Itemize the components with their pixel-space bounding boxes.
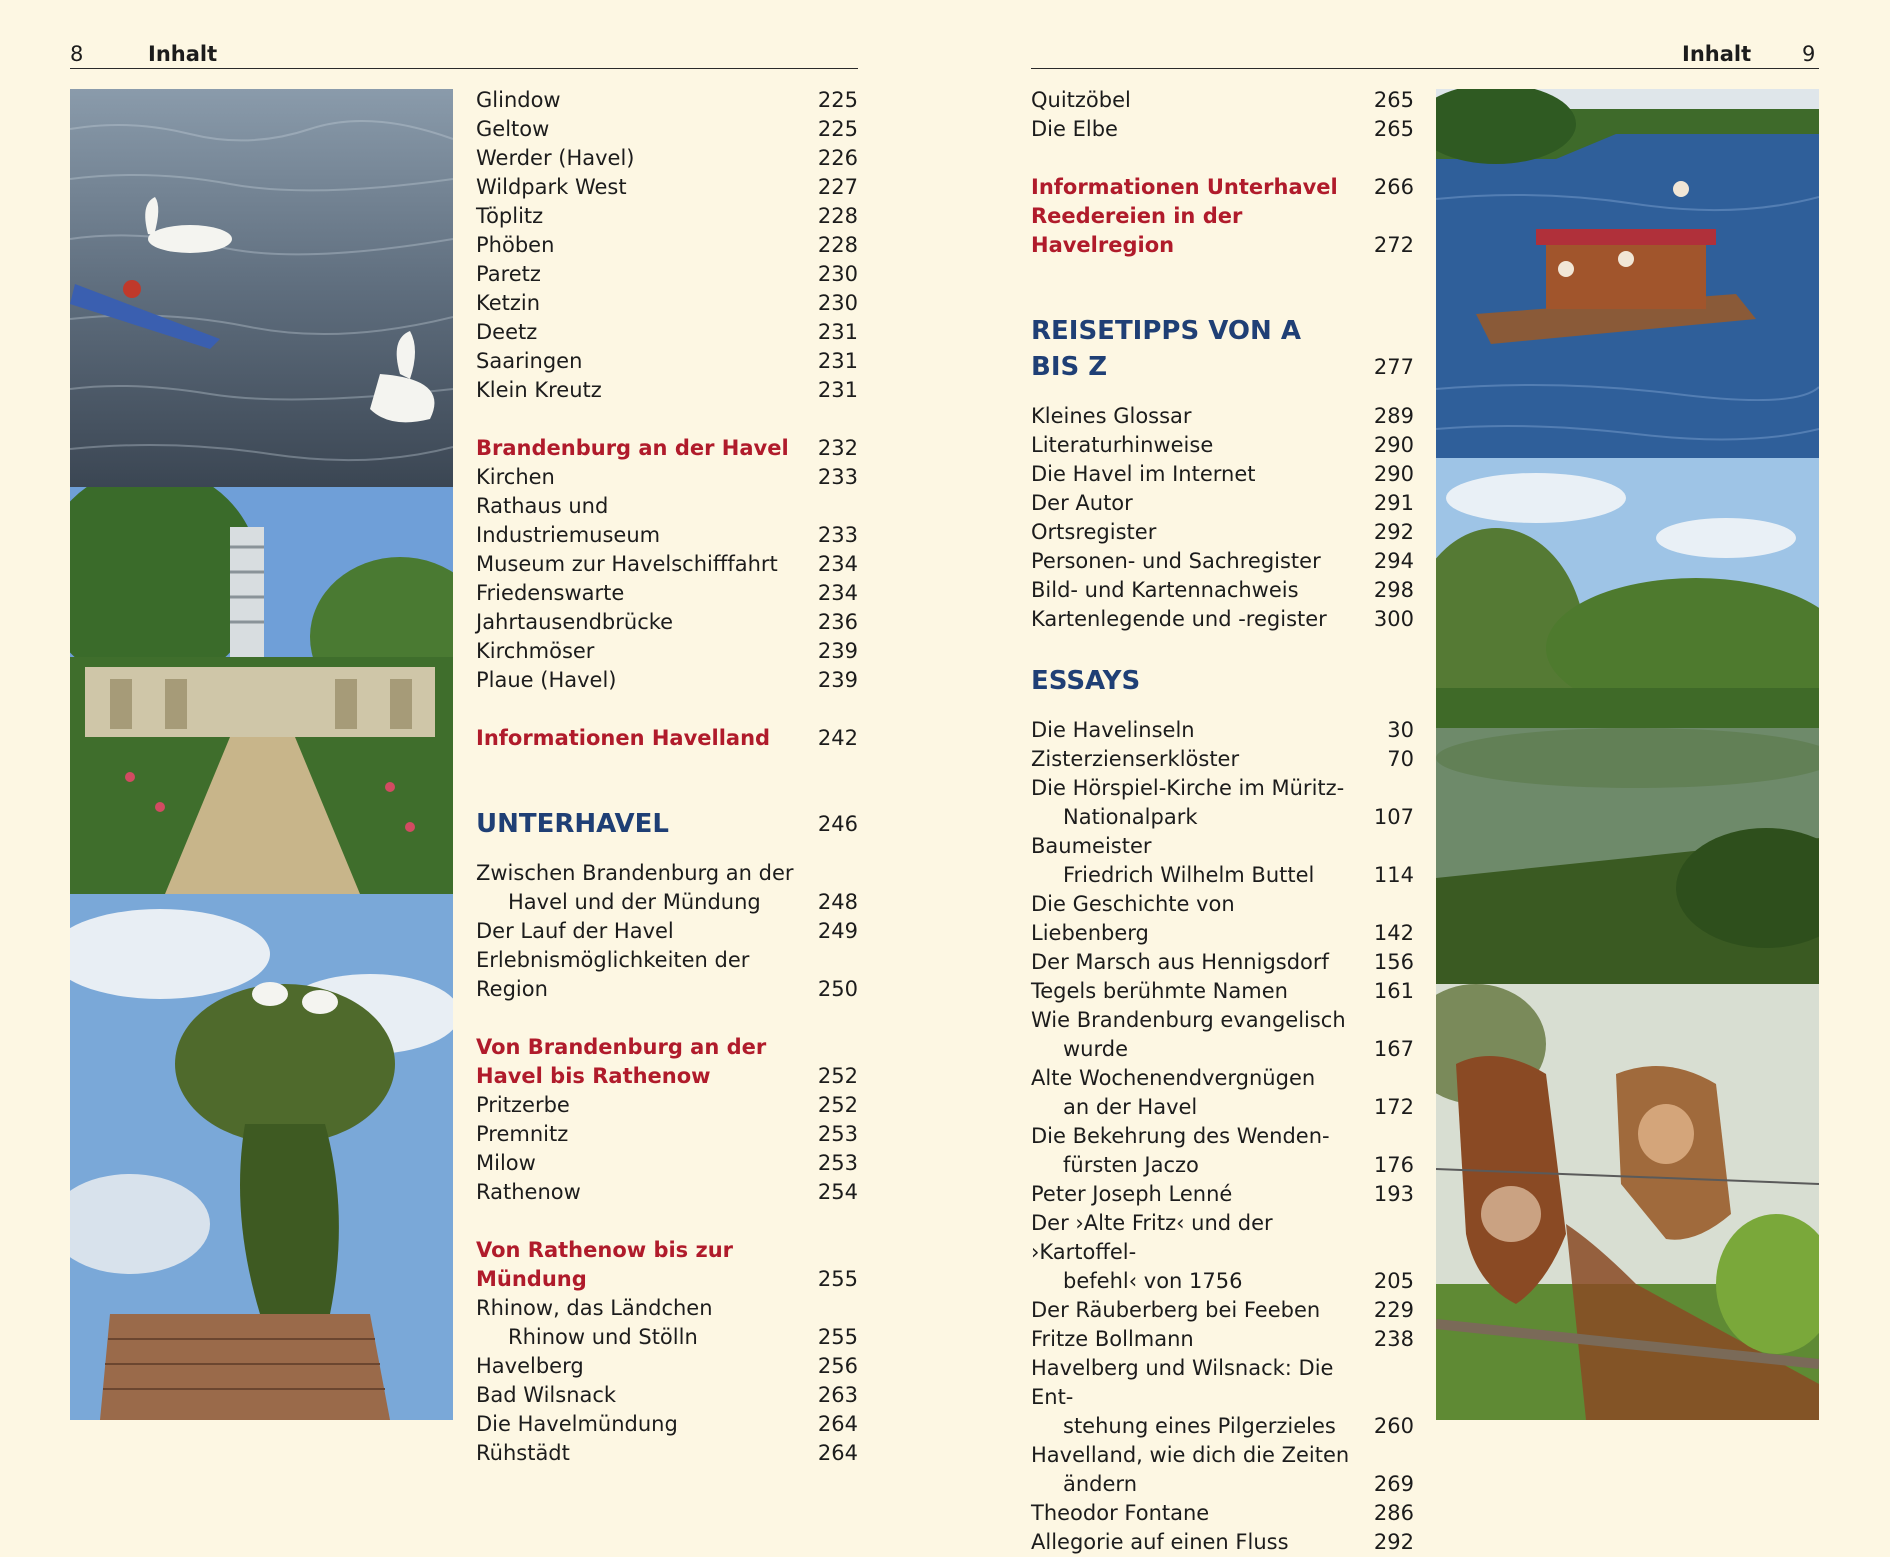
toc-entry[interactable]: Kartenlegende und -register 300	[1031, 607, 1414, 631]
toc-entry[interactable]: Havelberg 256	[476, 1354, 858, 1378]
right-page-number: 9	[1802, 42, 1816, 66]
toc-entry[interactable]: Bild- und Kartennachweis 298	[1031, 578, 1414, 602]
toc-entry[interactable]: Rühstädt 264	[476, 1441, 858, 1465]
toc-entry[interactable]: Geltow 225	[476, 117, 858, 141]
toc-entry[interactable]: Die Havelmündung 264	[476, 1412, 858, 1436]
left-page-number: 8	[70, 42, 84, 66]
toc-entry[interactable]: Pritzerbe 252	[476, 1093, 858, 1117]
toc-entry[interactable]: Kirchen 233	[476, 465, 858, 489]
toc-entry[interactable]: Rathenow 254	[476, 1180, 858, 1204]
toc-entry[interactable]: Wildpark West 227	[476, 175, 858, 199]
toc-section-entry[interactable]: Von Brandenburg an der Havel bis Rathenow 252	[476, 1035, 858, 1088]
toc-entry[interactable]: Havelberg und Wilsnack: Die Ent- stehung eines Pilgerzieles 260	[1031, 1356, 1414, 1438]
toc-entry[interactable]: Der Räuberberg bei Feeben 229	[1031, 1298, 1414, 1322]
toc-section-entry[interactable]: Informationen Havelland 242	[476, 726, 858, 750]
toc-entry[interactable]: Deetz 231	[476, 320, 858, 344]
toc-section-entry[interactable]: Brandenburg an der Havel 232	[476, 436, 858, 460]
toc-entry[interactable]: Literaturhinweise 290	[1031, 433, 1414, 457]
left-header-rule	[70, 68, 858, 69]
toc-chapter-heading[interactable]: ESSAYS	[1031, 666, 1141, 696]
toc-entry[interactable]: Die Hörspiel-Kirche im Müritz- Nationalpark 107	[1031, 776, 1414, 829]
toc-entry[interactable]: Saaringen 231	[476, 349, 858, 373]
toc-left	[476, 86, 858, 1468]
toc-entry[interactable]: Milow 253	[476, 1151, 858, 1175]
toc-entry[interactable]: Alte Wochenendvergnügen an der Havel 172	[1031, 1066, 1414, 1119]
toc-entry[interactable]: Ortsregister 292	[1031, 520, 1414, 544]
toc-entry[interactable]: Rathaus und Industriemuseum 233	[476, 494, 858, 547]
toc-section-entry[interactable]: Informationen Unterhavel 266	[1031, 175, 1414, 199]
photo-raft-boat	[1436, 89, 1819, 458]
toc-entry[interactable]: Zisterzienserklöster 70	[1031, 747, 1414, 771]
toc-entry[interactable]: Plaue (Havel) 239	[476, 668, 858, 692]
toc-entry[interactable]: Kleines Glossar 289	[1031, 404, 1414, 428]
photo-stork-nest	[70, 894, 453, 1420]
toc-entry[interactable]: Die Bekehrung des Wenden- fürsten Jaczo 176	[1031, 1124, 1414, 1177]
photo-two-cattle	[1436, 984, 1819, 1420]
toc-right	[1031, 86, 1414, 1557]
toc-entry[interactable]: Rhinow, das Ländchen Rhinow und Stölln 255	[476, 1296, 858, 1349]
toc-entry[interactable]: Allegorie auf einen Fluss 292	[1031, 1530, 1414, 1554]
right-running-title: Inhalt	[1682, 42, 1752, 66]
toc-entry[interactable]: Museum zur Havelschifffahrt 234	[476, 552, 858, 576]
toc-entry[interactable]: Werder (Havel) 226	[476, 146, 858, 170]
toc-entry[interactable]: Ketzin 230	[476, 291, 858, 315]
toc-entry[interactable]: Premnitz 253	[476, 1122, 858, 1146]
toc-entry[interactable]: Kirchmöser 239	[476, 639, 858, 663]
toc-entry[interactable]: Havelland, wie dich die Zeiten ändern 269	[1031, 1443, 1414, 1496]
toc-entry[interactable]: Wie Brandenburg evangelisch wurde 167	[1031, 1008, 1414, 1061]
toc-chapter-heading[interactable]: UNTERHAVEL 246	[476, 809, 858, 839]
toc-entry[interactable]: Bad Wilsnack 263	[476, 1383, 858, 1407]
toc-entry[interactable]: Zwischen Brandenburg an der Havel und der Mündung 248	[476, 861, 858, 914]
toc-section-entry[interactable]: Reedereien in der Havelregion 272	[1031, 204, 1414, 257]
photo-river-landscape	[1436, 458, 1819, 984]
toc-entry[interactable]: Paretz 230	[476, 262, 858, 286]
toc-section-entry[interactable]: Von Rathenow bis zur Mündung 255	[476, 1238, 858, 1291]
toc-entry[interactable]: Baumeister Friedrich Wilhelm Buttel 114	[1031, 834, 1414, 887]
toc-entry[interactable]: Phöben 228	[476, 233, 858, 257]
right-header-rule	[1031, 68, 1819, 69]
toc-entry[interactable]: Klein Kreutz 231	[476, 378, 858, 402]
toc-entry[interactable]: Tegels berühmte Namen 161	[1031, 979, 1414, 1003]
toc-entry[interactable]: Glindow 225	[476, 88, 858, 112]
toc-entry[interactable]: Der Marsch aus Hennigsdorf 156	[1031, 950, 1414, 974]
left-running-title: Inhalt	[148, 42, 218, 66]
toc-entry[interactable]: Der ›Alte Fritz‹ und der ›Kartoffel- befehl‹ von 1756 205	[1031, 1211, 1414, 1293]
photo-swans-kayak	[70, 89, 453, 487]
toc-entry[interactable]: Quitzöbel 265	[1031, 88, 1414, 112]
toc-entry[interactable]: Die Havel im Internet 290	[1031, 462, 1414, 486]
toc-entry[interactable]: Fritze Bollmann 238	[1031, 1327, 1414, 1351]
toc-entry[interactable]: Töplitz 228	[476, 204, 858, 228]
toc-entry[interactable]: Theodor Fontane 286	[1031, 1501, 1414, 1525]
toc-entry[interactable]: Die Havelinseln 30	[1031, 718, 1414, 742]
toc-entry[interactable]: Friedenswarte 234	[476, 581, 858, 605]
toc-entry[interactable]: Personen- und Sachregister 294	[1031, 549, 1414, 573]
toc-chapter-heading[interactable]: REISETIPPS VON A BIS Z 277	[1031, 316, 1414, 382]
photo-friedenswarte-garden	[70, 487, 453, 894]
toc-entry[interactable]: Die Elbe 265	[1031, 117, 1414, 141]
toc-entry[interactable]: Peter Joseph Lenné 193	[1031, 1182, 1414, 1206]
toc-entry[interactable]: Der Lauf der Havel 249	[476, 919, 858, 943]
toc-entry[interactable]: Die Geschichte von Liebenberg 142	[1031, 892, 1414, 945]
toc-entry[interactable]: Jahrtausendbrücke 236	[476, 610, 858, 634]
toc-entry[interactable]: Der Autor 291	[1031, 491, 1414, 515]
toc-entry[interactable]: Erlebnismöglichkeiten der Region 250	[476, 948, 858, 1001]
